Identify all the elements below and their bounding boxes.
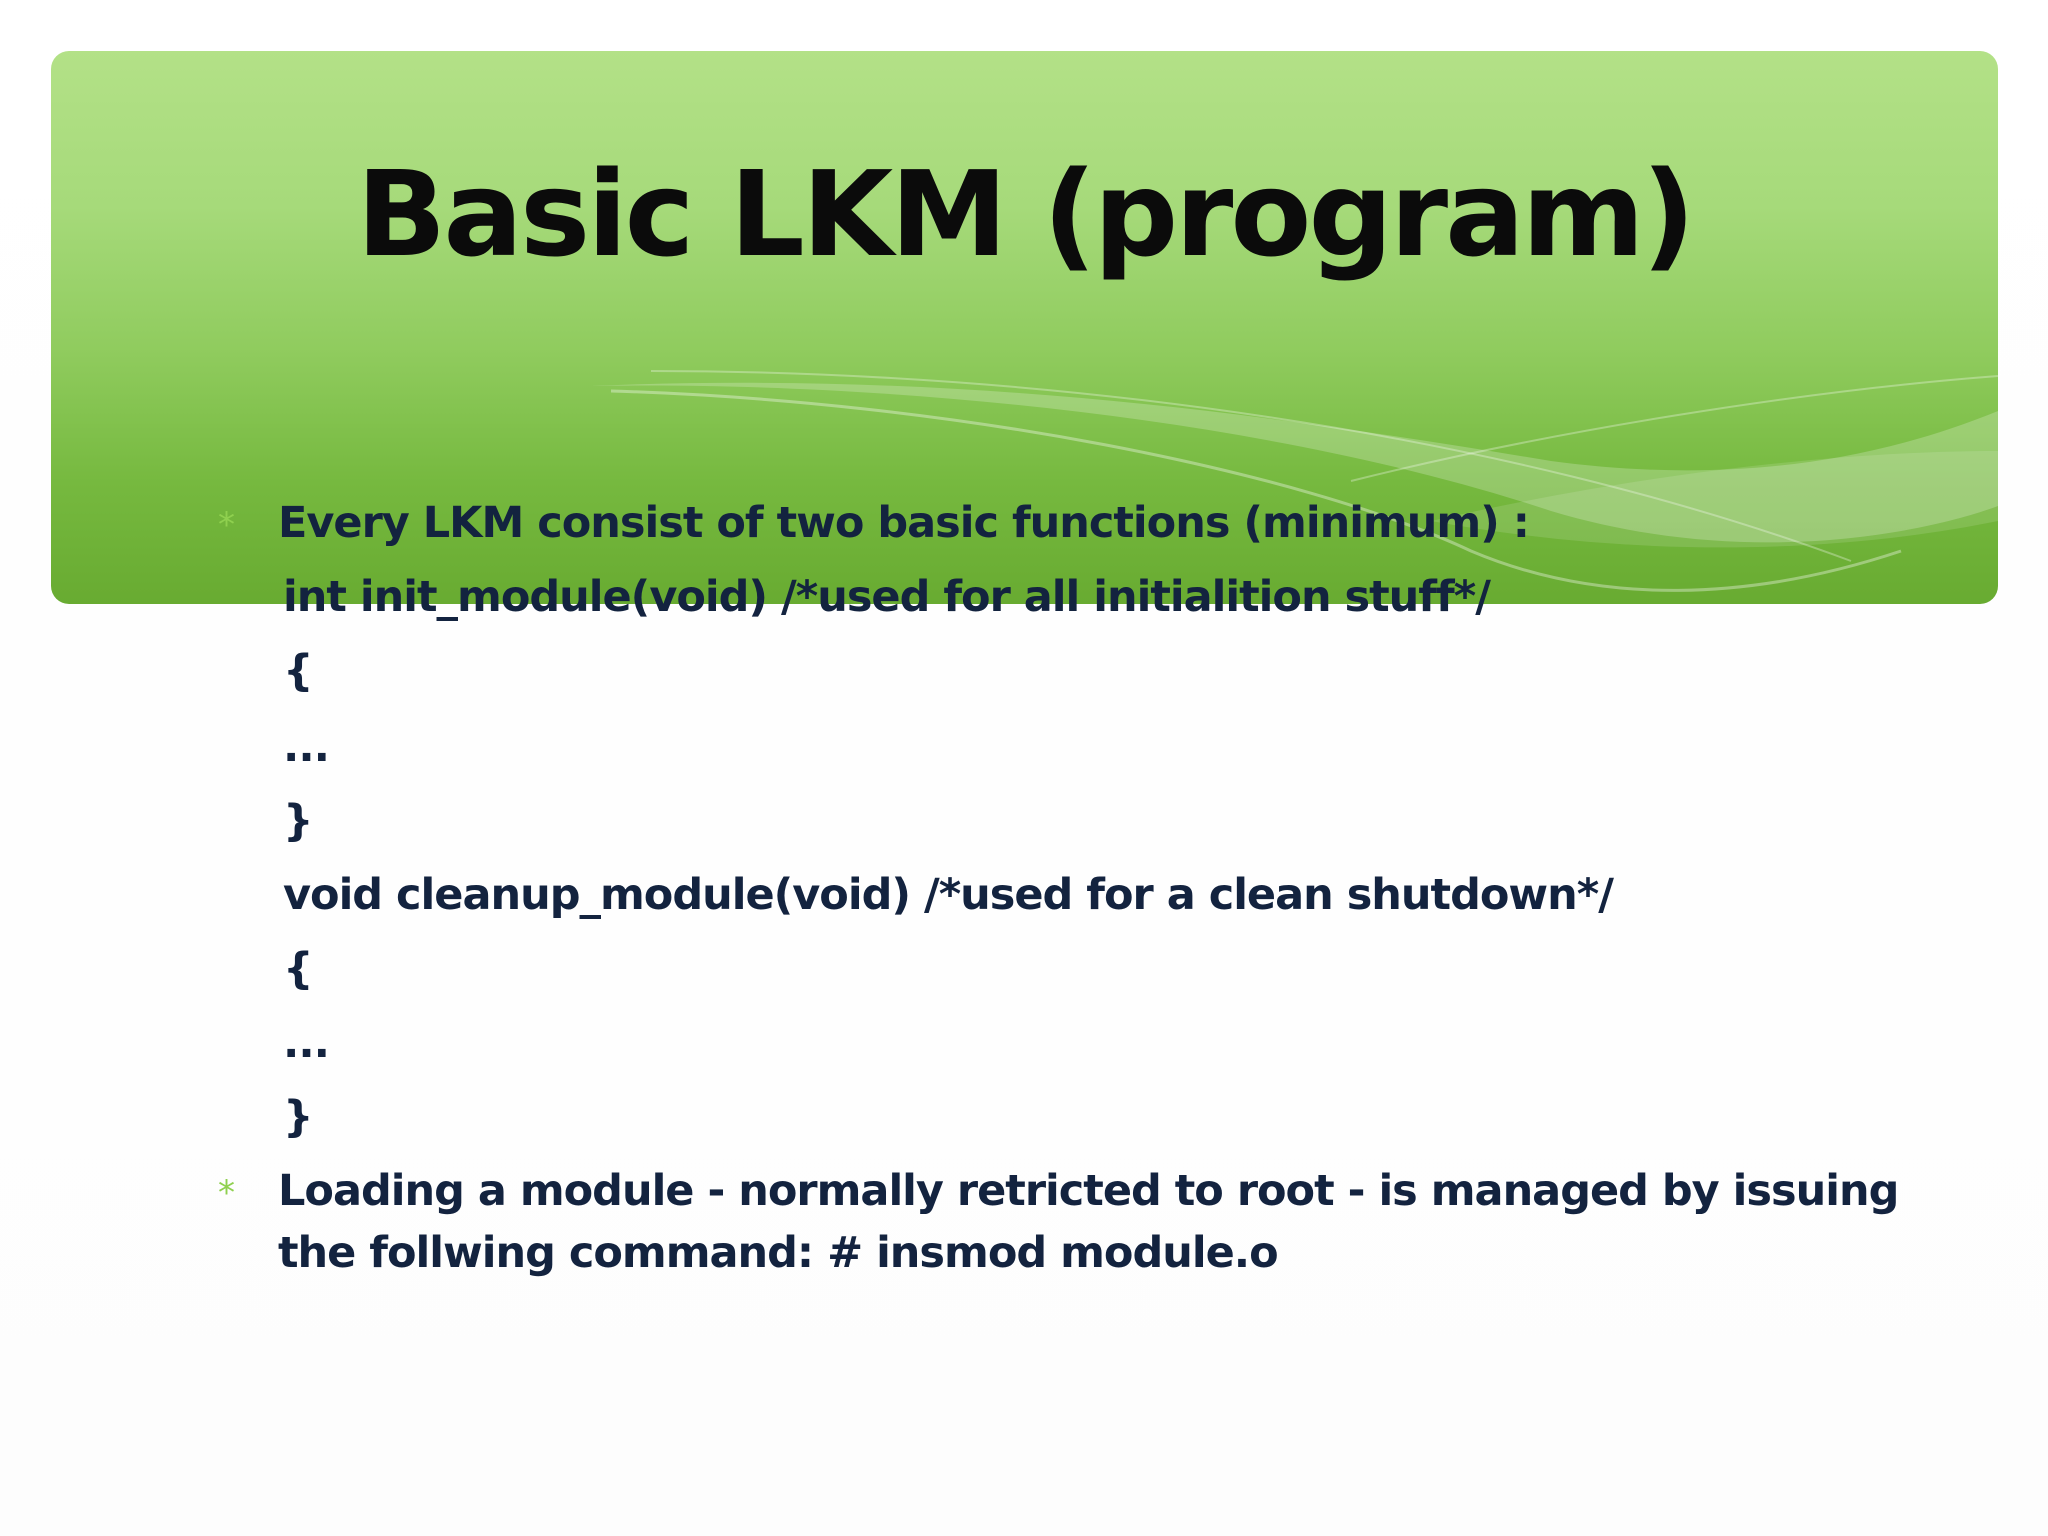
code-line: } <box>283 1092 313 1142</box>
bullet-marker: * <box>218 505 235 545</box>
code-line: { <box>283 646 313 696</box>
slide-title: Basic LKM (program) <box>356 145 1693 283</box>
bullet-text: the follwing command: # insmod module.o <box>278 1228 1278 1278</box>
bullet-text: Every LKM consist of two basic functions (minimum) : <box>278 498 1529 548</box>
code-line: ... <box>283 722 330 772</box>
bullet-marker: * <box>218 1173 235 1213</box>
code-line: void cleanup_module(void) /*used for a clean shutdown*/ <box>283 870 1613 920</box>
code-line: int init_module(void) /*used for all initialition stuff*/ <box>283 572 1490 622</box>
code-line: { <box>283 944 313 994</box>
code-line: } <box>283 796 313 846</box>
code-line: ... <box>283 1018 330 1068</box>
bullet-text: Loading a module - normally retricted to root - is managed by issuing <box>278 1166 1899 1216</box>
